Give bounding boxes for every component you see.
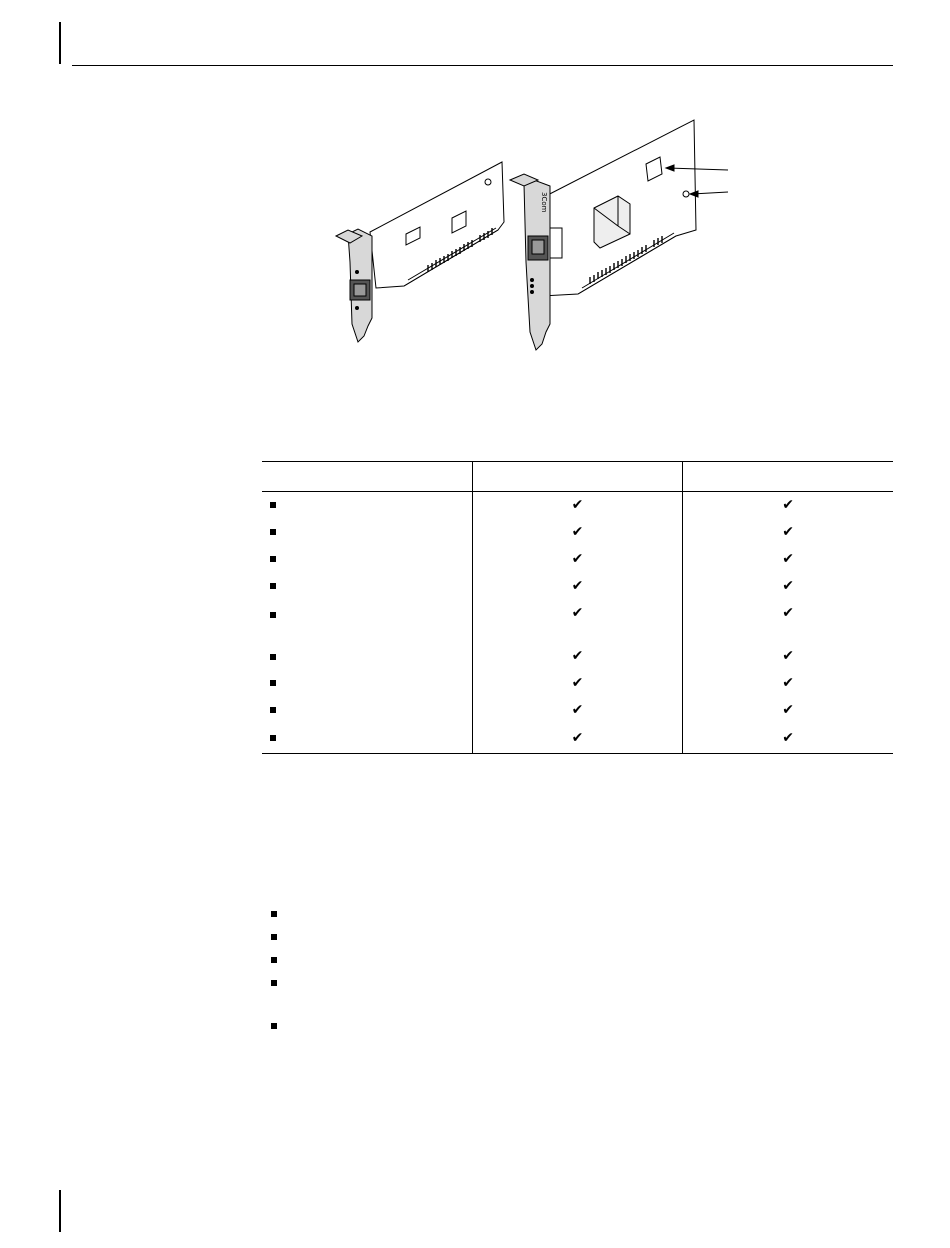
square-bullet-icon [270, 680, 276, 686]
right-card-led-1 [531, 279, 534, 282]
header-rule [72, 65, 893, 66]
table-row [262, 600, 893, 644]
square-bullet-icon [270, 556, 276, 562]
crop-mark-top [59, 22, 61, 64]
square-bullet-icon [270, 612, 276, 618]
check-mark-icon: ✔ [782, 604, 794, 621]
table-row [262, 492, 893, 519]
right-card-led-2 [531, 285, 534, 288]
square-bullet-icon [271, 980, 277, 986]
check-mark-icon: ✔ [782, 701, 794, 718]
check-mark-icon: ✔ [571, 523, 584, 540]
square-bullet-icon [271, 957, 277, 963]
square-bullet-icon [271, 911, 277, 917]
table-row [262, 670, 893, 697]
header-feature [262, 462, 472, 492]
check-mark-icon: ✔ [782, 523, 794, 540]
check-mark-icon: ✔ [571, 496, 584, 513]
right-card-brand-mark: 3Com [540, 192, 548, 213]
check-mark-icon: ✔ [571, 604, 584, 621]
crop-mark-bottom [59, 1190, 61, 1232]
check-mark-icon: ✔ [571, 577, 584, 594]
table-header-row [262, 462, 893, 492]
check-mark-icon: ✔ [782, 648, 794, 664]
check-mark-icon: ✔ [782, 577, 794, 594]
table-row [262, 644, 893, 670]
square-bullet-icon [270, 735, 276, 741]
table-row [262, 724, 893, 754]
header-col-2 [472, 462, 682, 492]
square-bullet-icon [270, 707, 276, 713]
check-mark-icon: ✔ [571, 701, 584, 718]
square-bullet-icon [270, 529, 276, 535]
header-col-3 [683, 462, 893, 492]
check-mark-icon: ✔ [782, 729, 794, 746]
check-mark-icon: ✔ [782, 674, 794, 691]
square-bullet-icon [270, 654, 276, 660]
square-bullet-icon [270, 502, 276, 508]
left-card-board [370, 162, 504, 288]
table-row [262, 519, 893, 546]
check-mark-icon: ✔ [782, 550, 794, 567]
check-mark-icon: ✔ [571, 729, 584, 746]
table-row [262, 546, 893, 573]
check-mark-icon: ✔ [571, 674, 584, 691]
right-card-led-3 [531, 291, 534, 294]
check-mark-icon: ✔ [571, 648, 584, 664]
check-mark-icon: ✔ [571, 550, 584, 567]
nic-cards-illustration [328, 112, 730, 352]
square-bullet-icon [271, 1023, 277, 1029]
square-bullet-icon [271, 934, 277, 940]
check-mark-icon: ✔ [782, 496, 794, 513]
feature-comparison-table [262, 461, 893, 754]
square-bullet-icon [270, 583, 276, 589]
table-row [262, 697, 893, 724]
table-row [262, 573, 893, 600]
